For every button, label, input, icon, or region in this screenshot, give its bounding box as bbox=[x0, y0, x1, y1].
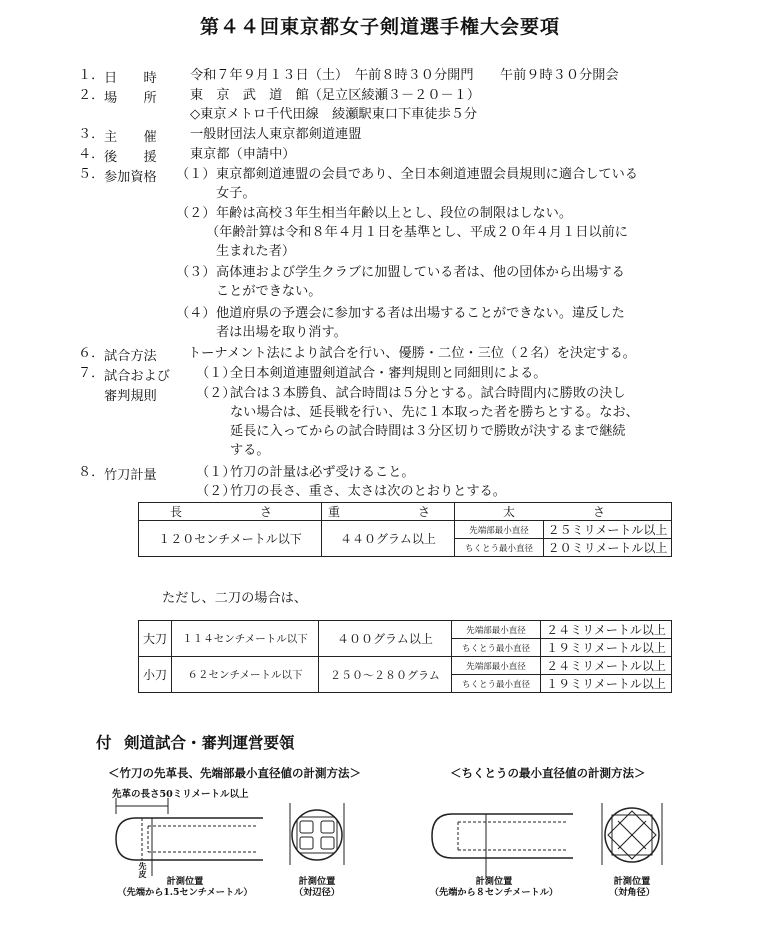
item-text: トーナメント法により試合を行い、優勝・二位・三位（２名）を決定する。 bbox=[188, 346, 636, 361]
item-number: ４． bbox=[78, 147, 105, 162]
item-label: 審判規則 bbox=[104, 389, 157, 404]
sub-text: 他道府県の予選会に参加する者は出場することができない。違反した bbox=[216, 306, 625, 321]
length-cell: １２０センチメートル以下 bbox=[139, 521, 322, 557]
cross-section-flat-diagram bbox=[286, 795, 348, 873]
chikuto-diagram bbox=[428, 806, 578, 880]
caption-text: 計測位置 bbox=[166, 876, 204, 887]
diameter-value: ２０ミリメートル以上 bbox=[544, 539, 672, 557]
sub-text: 試合は３本勝負、試合時間は５分とする。試合時間内に勝敗の決し bbox=[230, 386, 626, 401]
diagram-right-title: ＜ちくとうの最小直径値の計測方法＞ bbox=[450, 766, 646, 780]
diagram-left-note: 先革の長さ50ミリメートル以上 bbox=[112, 789, 249, 800]
sub-number: （２） bbox=[176, 206, 216, 221]
item-label: 場 所 bbox=[104, 91, 157, 106]
caption-text: （先端から1.5センチメートル） bbox=[117, 887, 253, 898]
sub-text: 女子。 bbox=[216, 186, 256, 201]
item-label: 試合および bbox=[104, 369, 170, 384]
header-thickness: 太 さ bbox=[455, 503, 672, 521]
diagram-left-title: ＜竹刀の先革長、先端部最小直径値の計測方法＞ bbox=[108, 766, 361, 780]
item-number: ２． bbox=[78, 88, 105, 103]
cross-section-diagonal-diagram bbox=[598, 795, 666, 873]
appendix-number: 付 bbox=[96, 734, 112, 752]
weight-cell: ４４０グラム以上 bbox=[322, 521, 455, 557]
diameter-value: ２４ミリメートル以上 bbox=[541, 657, 672, 675]
sub-text: 竹刀の長さ、重さ、太さは次のとおりとする。 bbox=[230, 484, 506, 499]
item-number: ５． bbox=[78, 167, 105, 182]
caption-text: 計測位置 bbox=[298, 876, 336, 887]
caption-text: （対角径） bbox=[609, 887, 655, 898]
length-cell: １１４センチメートル以下 bbox=[172, 621, 319, 657]
item-label: 試合方法 bbox=[104, 349, 157, 364]
diameter-value: ２４ミリメートル以上 bbox=[541, 621, 672, 639]
sub-number: （４） bbox=[176, 306, 216, 321]
caption-text: 計測位置 bbox=[475, 876, 513, 887]
diameter-value: ２５ミリメートル以上 bbox=[544, 521, 672, 539]
header-weight: 重 さ bbox=[322, 503, 455, 521]
item-text: 東 京 武 道 館（足立区綾瀬３－２０－１） bbox=[190, 88, 481, 103]
item-label: 主 催 bbox=[104, 130, 157, 145]
tip-vertical-label: 先皮 bbox=[138, 862, 148, 878]
item-label: 日 時 bbox=[104, 71, 157, 86]
sword-name: 大刀 bbox=[139, 621, 172, 657]
diameter-value: １９ミリメートル以上 bbox=[541, 639, 672, 657]
item-number: ６． bbox=[78, 346, 105, 361]
weight-cell: ２５０～２８０グラム bbox=[319, 657, 452, 693]
item-label: 竹刀計量 bbox=[104, 468, 157, 483]
caption-text: 計測位置 bbox=[613, 876, 651, 887]
sub-text: ことができない。 bbox=[216, 284, 322, 299]
sub-text: 生まれた者） bbox=[216, 244, 296, 259]
item-text: 一般財団法人東京都剣道連盟 bbox=[190, 127, 362, 142]
sword-name: 小刀 bbox=[139, 657, 172, 693]
item-label: 後 援 bbox=[104, 150, 157, 165]
sub-number: （１） bbox=[176, 167, 216, 182]
sub-text: 全日本剣道連盟剣道試合・審判規則と同細則による。 bbox=[230, 366, 547, 381]
length-cell: ６２センチメートル以下 bbox=[172, 657, 319, 693]
diameter-label: 先端部最小直径 bbox=[452, 657, 541, 675]
item-number: ８． bbox=[78, 465, 105, 480]
page-title: 第４４回東京都女子剣道選手権大会要項 bbox=[199, 16, 560, 38]
item-number: ３． bbox=[78, 127, 105, 142]
item-number: １． bbox=[78, 68, 105, 83]
caption-text: （先端から８センチメートル） bbox=[429, 887, 559, 898]
shinai-tip-diagram bbox=[108, 796, 268, 878]
header-length: 長 さ bbox=[139, 503, 322, 521]
sub-text: 高体連および学生クラブに加盟している者は、他の団体から出場する bbox=[216, 265, 625, 280]
diameter-value: １９ミリメートル以上 bbox=[541, 675, 672, 693]
sub-text: 東京都剣道連盟の会員であり、全日本剣道連盟会員規則に適合している bbox=[216, 167, 638, 182]
item-number: ７． bbox=[78, 366, 105, 381]
caption-right-2 bbox=[594, 876, 670, 898]
caption-left-1 bbox=[110, 876, 260, 898]
sub-number: （１） bbox=[196, 465, 236, 480]
item-text: 東京都（申請中） bbox=[190, 147, 296, 162]
sub-text: 竹刀の計量は必ず受けること。 bbox=[230, 465, 415, 480]
caption-right-1 bbox=[424, 876, 564, 898]
sub-text: （年齢計算は令和８年４月１日を基準とし、平成２０年４月１日以前に bbox=[206, 225, 628, 240]
caption-left-2 bbox=[280, 876, 354, 898]
sub-text: する。 bbox=[230, 443, 270, 458]
sub-number: （２） bbox=[196, 484, 236, 499]
sub-number: （１） bbox=[196, 366, 236, 381]
diameter-label: ちくとう最小直径 bbox=[452, 639, 541, 657]
diameter-label: 先端部最小直径 bbox=[455, 521, 544, 539]
caption-text: （対辺径） bbox=[294, 887, 340, 898]
weight-cell: ４００グラム以上 bbox=[319, 621, 452, 657]
appendix-title: 剣道試合・審判運営要領 bbox=[124, 734, 295, 752]
diameter-label: ちくとう最小直径 bbox=[455, 539, 544, 557]
sub-text: 延長に入ってからの試合時間は３分区切りで勝敗が決するまで継続 bbox=[230, 424, 626, 439]
sub-number: （３） bbox=[176, 265, 216, 280]
sub-number: （２） bbox=[196, 386, 236, 401]
item-label: 参加資格 bbox=[104, 170, 157, 185]
item-text: 令和７年９月１３日（土） 午前８時３０分開門 午前９時３０分開会 bbox=[190, 68, 619, 83]
sub-text: ない場合は、延長戦を行い、先に１本取った者を勝ちとする。なお、 bbox=[230, 405, 639, 420]
item-text: ◇東京メトロ千代田線 綾瀬駅東口下車徒歩５分 bbox=[190, 107, 478, 122]
nito-note: ただし、二刀の場合は、 bbox=[162, 591, 308, 606]
sub-text: 者は出場を取り消す。 bbox=[216, 325, 347, 340]
diameter-label: 先端部最小直径 bbox=[452, 621, 541, 639]
nito-spec-table bbox=[138, 620, 672, 693]
sub-text: 年齢は高校３年生相当年齢以上とし、段位の制限はしない。 bbox=[216, 206, 573, 221]
shinai-spec-table bbox=[138, 502, 672, 557]
diameter-label: ちくとう最小直径 bbox=[452, 675, 541, 693]
